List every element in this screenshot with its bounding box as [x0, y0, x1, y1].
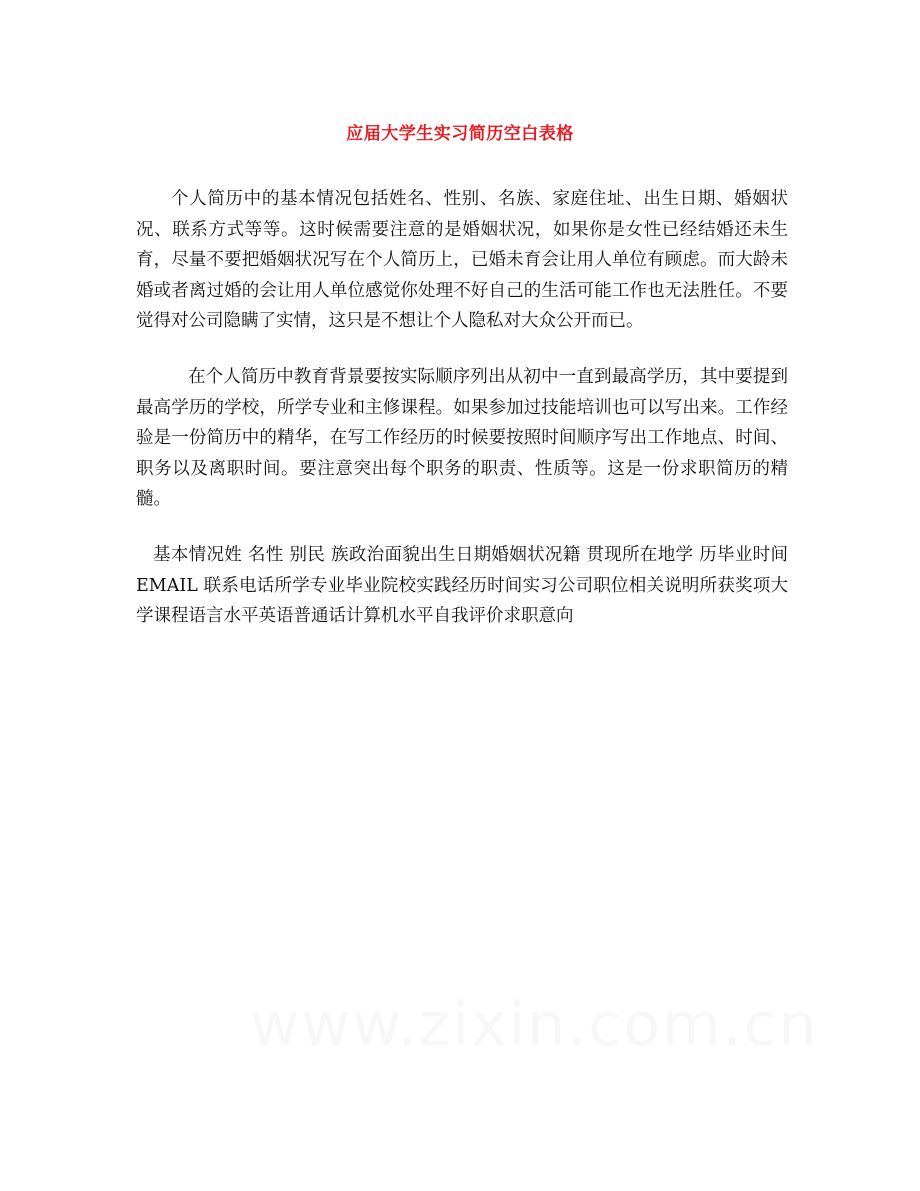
- paragraph-form-fields: 基本情况姓 名性 别民 族政治面貌出生日期婚姻状况籍 贯现所在地学 历毕业时间 EMAIL 联系电话所学专业毕业院校实践经历时间实习公司职位相关说明所获奖项大学课程语言水平英语普通话计算机水平自我评价求职意向: [136, 545, 788, 626]
- paragraph-basic-info: 个人简历中的基本情况包括姓名、性别、名族、家庭住址、出生日期、婚姻状况、联系方式等等。这时候需要注意的是婚姻状况，如果你是女性已经结婚还未生育，尽量不要把婚姻状况写在个人简历上，已婚未育会让用人单位有顾虑。而大龄未婚或者离过婚的会让用人单位感觉你处理不好自己的生活可能工作也无法胜任。不要觉得对公司隐瞒了实情，这只是不想让个人隐私对大众公开而已。: [136, 189, 788, 331]
- document-title: 应届大学生实习简历空白表格: [346, 124, 574, 144]
- watermark: www.zixin.com.cn: [250, 990, 819, 1060]
- paragraph-education-experience: 在个人简历中教育背景要按实际顺序列出从初中一直到最高学历，其中要提到最高学历的学校，所学专业和主修课程。如果参加过技能培训也可以写出来。工作经验是一份简历中的精华，在写工作经历的时候要按照时间顺序写出工作地点、时间、职务以及离职时间。要注意突出每个职务的职责、性质等。这是一份求职简历的精髓。: [136, 367, 788, 509]
